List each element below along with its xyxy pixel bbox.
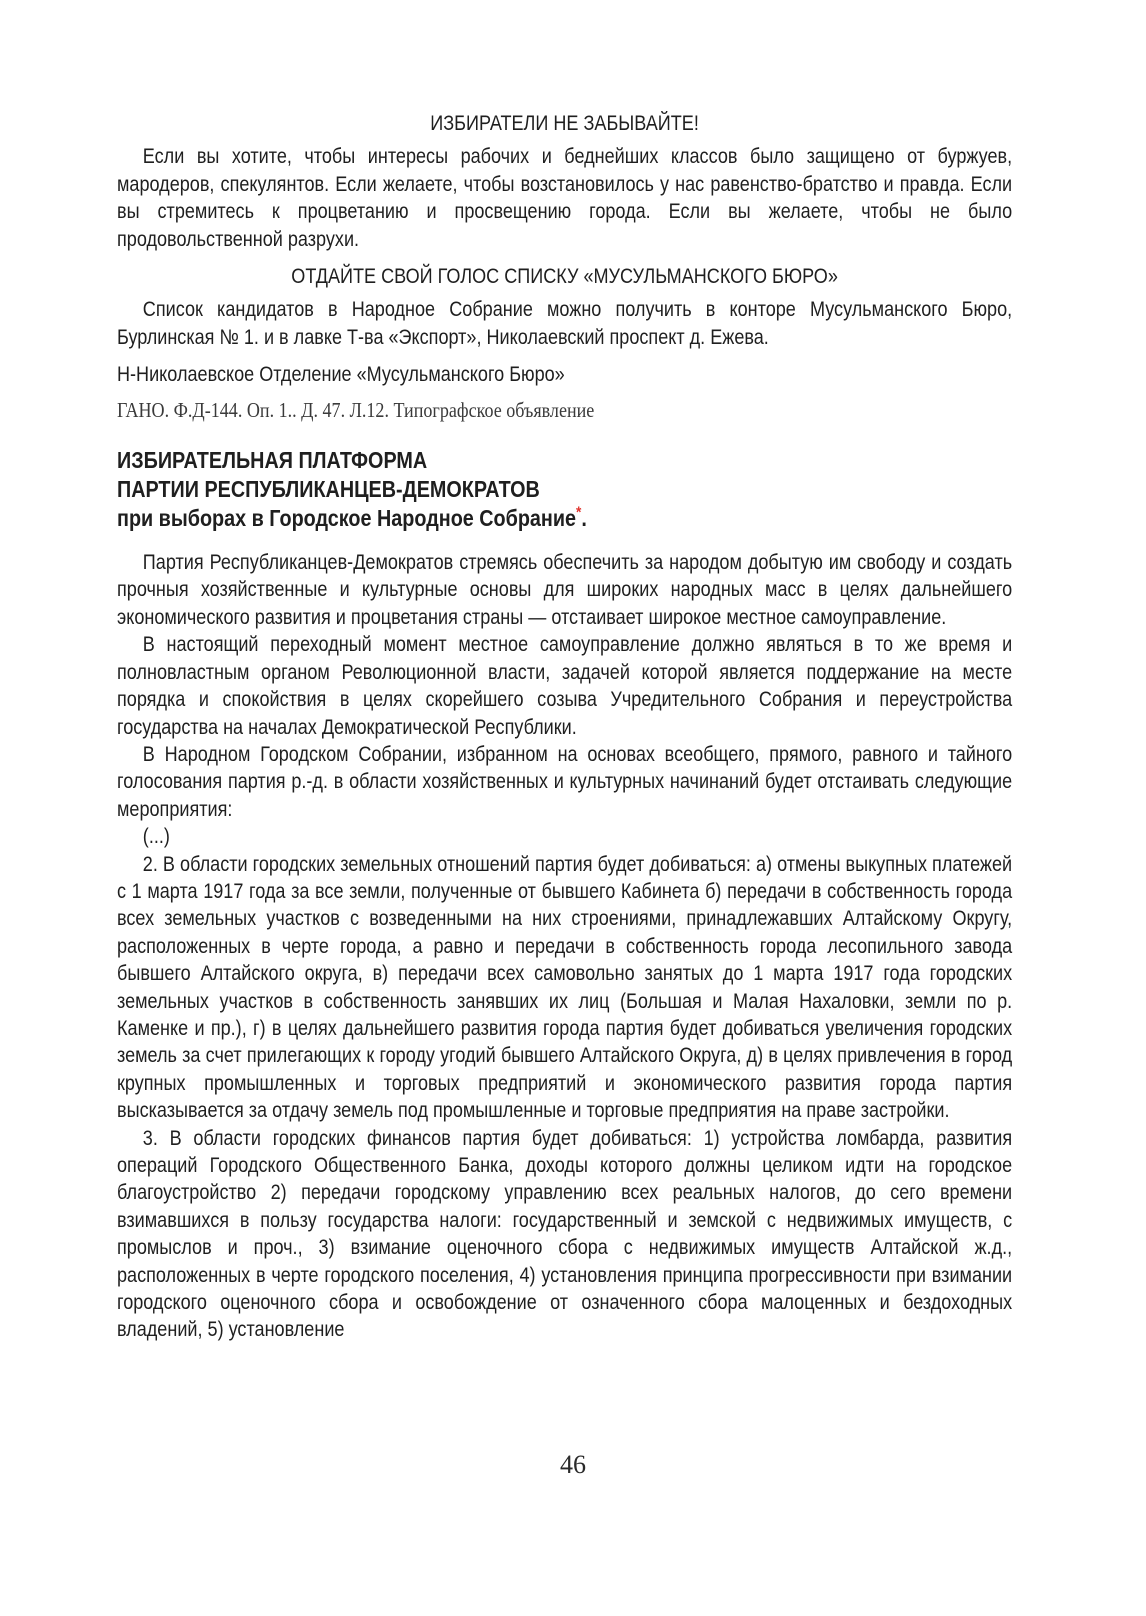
platform-paragraph: В настоящий переходный момент местное самоуправление должно являться в то же время и полновластным органом Революционной власти, задачей которой является поддержание на месте порядка и спокойствия в целях скорейшего созыва Учредительного Собрания и переустройства государства на началах Демократической Республики. — [117, 633, 1013, 739]
platform-paragraph: Партия Республиканцев-Демократов стремясь обеспечить за народом добытую им свободу и создать прочныя хозяйственные и культурные основы для широких народных масс в целях дальнейшего экономического развития и процветания страны — отстаивает широкое местное самоуправление. — [117, 551, 1013, 629]
platform-paragraph: В Народном Городском Собрании, избранном на основах всеобщего, прямого, равного и тайного голосования партия р.-д. в области хозяйственных и культурных начинаний будет отстаивать следующие мероприятия: — [117, 742, 1013, 821]
platform-title-line-3 — [117, 504, 1012, 533]
notice-call: ОТДАЙТЕ СВОЙ ГОЛОС СПИСКУ «МУСУЛЬМАНСКОГО БЮРО» — [291, 265, 838, 289]
document-page — [117, 110, 1012, 1344]
platform-title — [117, 446, 1012, 533]
footnote-asterisk: * — [576, 504, 582, 522]
platform-title-line-2: ПАРТИИ РЕСПУБЛИКАНЦЕВ-ДЕМОКРАТОВ — [117, 476, 540, 503]
platform-body — [117, 549, 1012, 1344]
platform-ellipsis: (...) — [142, 825, 170, 849]
page-number: 46 — [560, 1450, 586, 1479]
notice-info: Список кандидатов в Народное Собрание можно получить в конторе Мусульманского Бюро, Бурлинская № 1. и в лавке Т-ва «Экспорт», Николаевский проспект д. Ежева. — [117, 298, 1013, 349]
platform-paragraph: 2. В области городских земельных отношений партия будет добиваться: а) отмены выкупных платежей с 1 марта 1917 года за все земли, полученные от бывшего Кабинета б) передачи в собственность города всех земельных участков с возведенными на них строениями, принадлежавших Алтайскому Округу, расположенных в черте города, а равно и передачи в собственность города лесопильного завода бывшего Алтайского округа, в) передачи всех самовольно занятых до 1 марта 1917 года городских земельных участков в собственность занявших их лиц (Большая и Малая Нахаловки, земли по р. Каменке и пр.), г) в целях дальнейшего развития города партия будет добиваться увеличения городских земель за счет прилегающих к городу угодий бывшего Алтайского Округа, д) в целях привлечения в город крупных промышленных и торговых предприятий и экономического развития города партия высказывается за отдачу земель под промышленные и торговые предприятия на праве застройки. — [117, 852, 1013, 1123]
notice-signature: Н-Николаевское Отделение «Мусульманского Бюро» — [117, 363, 565, 387]
page-content — [117, 110, 1012, 1344]
platform-title-line-1: ИЗБИРАТЕЛЬНАЯ ПЛАТФОРМА — [117, 447, 428, 474]
platform-title-line-3-text: при выборах в Городское Народное Собрание — [117, 505, 577, 532]
platform-title-period: . — [581, 505, 587, 532]
notice-source: ГАНО. Ф.Д-144. Оп. 1.. Д. 47. Л.12. Типографское объявление — [117, 397, 595, 422]
notice-paragraph: Если вы хотите, чтобы интересы рабочих и беднейших классов было защищено от буржуев, мародеров, спекулянтов. Если желаете, чтобы возстановилось у нас равенство-братство и правда. Если вы стремитесь к процветанию и просвещению города. Если вы желаете, чтобы не было продовольственной разрухи. — [117, 145, 1013, 251]
notice-heading: ИЗБИРАТЕЛИ НЕ ЗАБЫВАЙТЕ! — [430, 112, 699, 135]
platform-paragraph: 3. В области городских финансов партия будет добиваться: 1) устройства ломбарда, развития операций Городского Общественного Банка, доходы которого должны целиком идти на городское благоустройство 2) передачи городскому управлению всех реальных налогов, до сего времени взимавшихся в пользу государства налоги: государственный и земской с недвижимых имуществ, с промыслов и проч., 3) взимание оценочного сбора с недвижимых имуществ Алтайской ж.д., расположенных в черте городского поселения, 4) установления принципа прогрессивности при взимании городского оценочного сбора и освобождение от означенного сбора малоценных и бездоходных владений, 5) установление — [117, 1126, 1013, 1342]
